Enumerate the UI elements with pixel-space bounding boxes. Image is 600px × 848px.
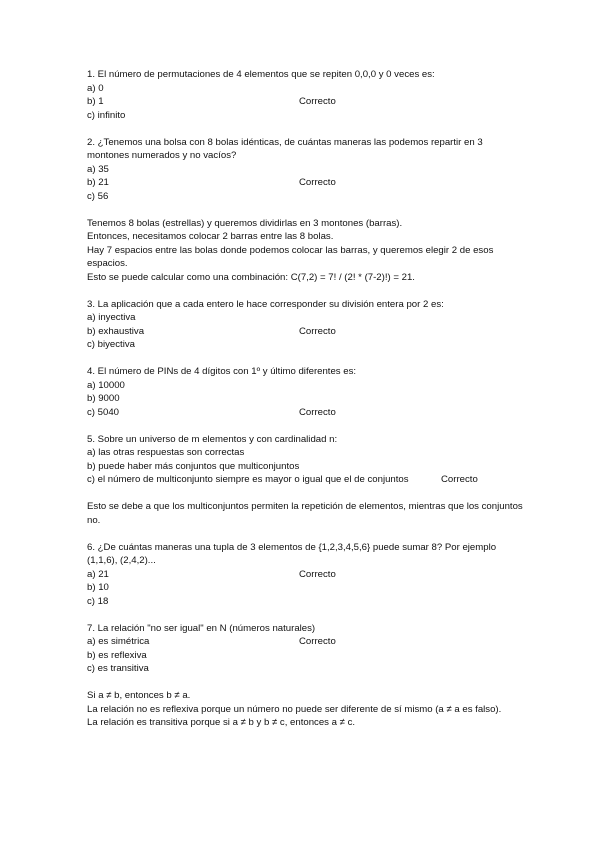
option-b: b) exhaustiva Correcto [87,325,336,337]
option-c: c) 5040 Correcto [87,406,336,418]
option-c: c) infinito [87,109,126,121]
option-c: c) 18 [87,595,109,607]
option-c: c) es transitiva [87,663,149,674]
option-a: a) 10000 [87,379,125,391]
question-7 [87,622,527,676]
explanation-7 [87,689,527,730]
question-title: 5. Sobre un universo de m elementos y con cardinalidad n: [87,433,338,445]
question-title: 7. La relación "no ser igual" en N (números naturales) [87,622,316,634]
option-b: b) 21 Correcto [87,177,336,188]
option-a: a) 0 [87,82,104,94]
option-a: a) 35 [87,163,109,175]
option-b: b) es reflexiva [87,649,147,661]
option-a: a) 21 Correcto [87,568,336,580]
explanation-line: Esto se debe a que los multiconjuntos permiten la repetición de elementos, mientras que los conjuntos no. [87,501,523,526]
option-b: b) 1 Correcto [87,96,336,107]
correct-mark: Correcto [299,568,336,580]
question-4 [87,365,527,419]
option-c: c) 56 [87,190,109,202]
option-b: b) 10 [87,582,109,593]
question-title: 3. La aplicación que a cada entero le hace corresponder su división entera por 2 es: [87,298,444,310]
question-title: 1. El número de permutaciones de 4 elementos que se repiten 0,0,0 y 0 veces es: [87,69,435,80]
option-c: c) biyectiva [87,339,135,350]
option-a: a) es simétrica Correcto [87,636,336,647]
explanation-line: Entonces, necesitamos colocar 2 barras entre las 8 bolas. [87,231,334,242]
correct-mark: Correcto [299,96,336,107]
explanation-line: Hay 7 espacios entre las bolas donde podemos colocar las barras, y queremos elegir 2 de esos espacios. [87,244,494,269]
question-3 [87,298,527,352]
question-2 [87,136,527,204]
quiz-document [87,68,527,743]
correct-mark: Correcto [299,406,336,418]
correct-mark: Correcto [299,636,336,647]
correct-mark: Correcto [441,474,478,485]
explanation-line: La relación es transitiva porque si a ≠ b y b ≠ c, entonces a ≠ c. [87,717,356,728]
option-a: a) inyectiva [87,312,136,323]
correct-mark: Correcto [299,325,336,337]
question-1 [87,68,527,122]
correct-mark: Correcto [299,177,336,188]
option-b: b) puede haber más conjuntos que multiconjuntos [87,460,300,472]
explanation-line: Tenemos 8 bolas (estrellas) y queremos dividirlas en 3 montones (barras). [87,217,403,229]
explanation-2 [87,217,527,285]
explanation-line: Esto se puede calcular como una combinación: C(7,2) = 7! / (2! * (7-2)!) = 21. [87,271,415,283]
question-6 [87,541,527,609]
option-b: b) 9000 [87,393,120,404]
explanation-line: Si a ≠ b, entonces b ≠ a. [87,690,191,701]
question-5 [87,433,527,487]
explanation-line: La relación no es reflexiva porque un número no puede ser diferente de sí mismo (a ≠ a es falso). [87,703,502,715]
question-title: 2. ¿Tenemos una bolsa con 8 bolas idénticas, de cuántas maneras las podemos repartir en 3 montones numerados y no vacíos? [87,136,483,161]
option-a: a) las otras respuestas son correctas [87,447,245,458]
question-title: 4. El número de PINs de 4 dígitos con 1º y último diferentes es: [87,366,357,377]
option-c: c) el número de multiconjunto siempre es mayor o igual que el de conjuntos Correcto [87,474,478,485]
question-title: 6. ¿De cuántas maneras una tupla de 3 elementos de {1,2,3,4,5,6} puede sumar 8? Por ejemplo (1,1,6), (2,4,2)... [87,541,497,566]
explanation-5 [87,500,527,527]
